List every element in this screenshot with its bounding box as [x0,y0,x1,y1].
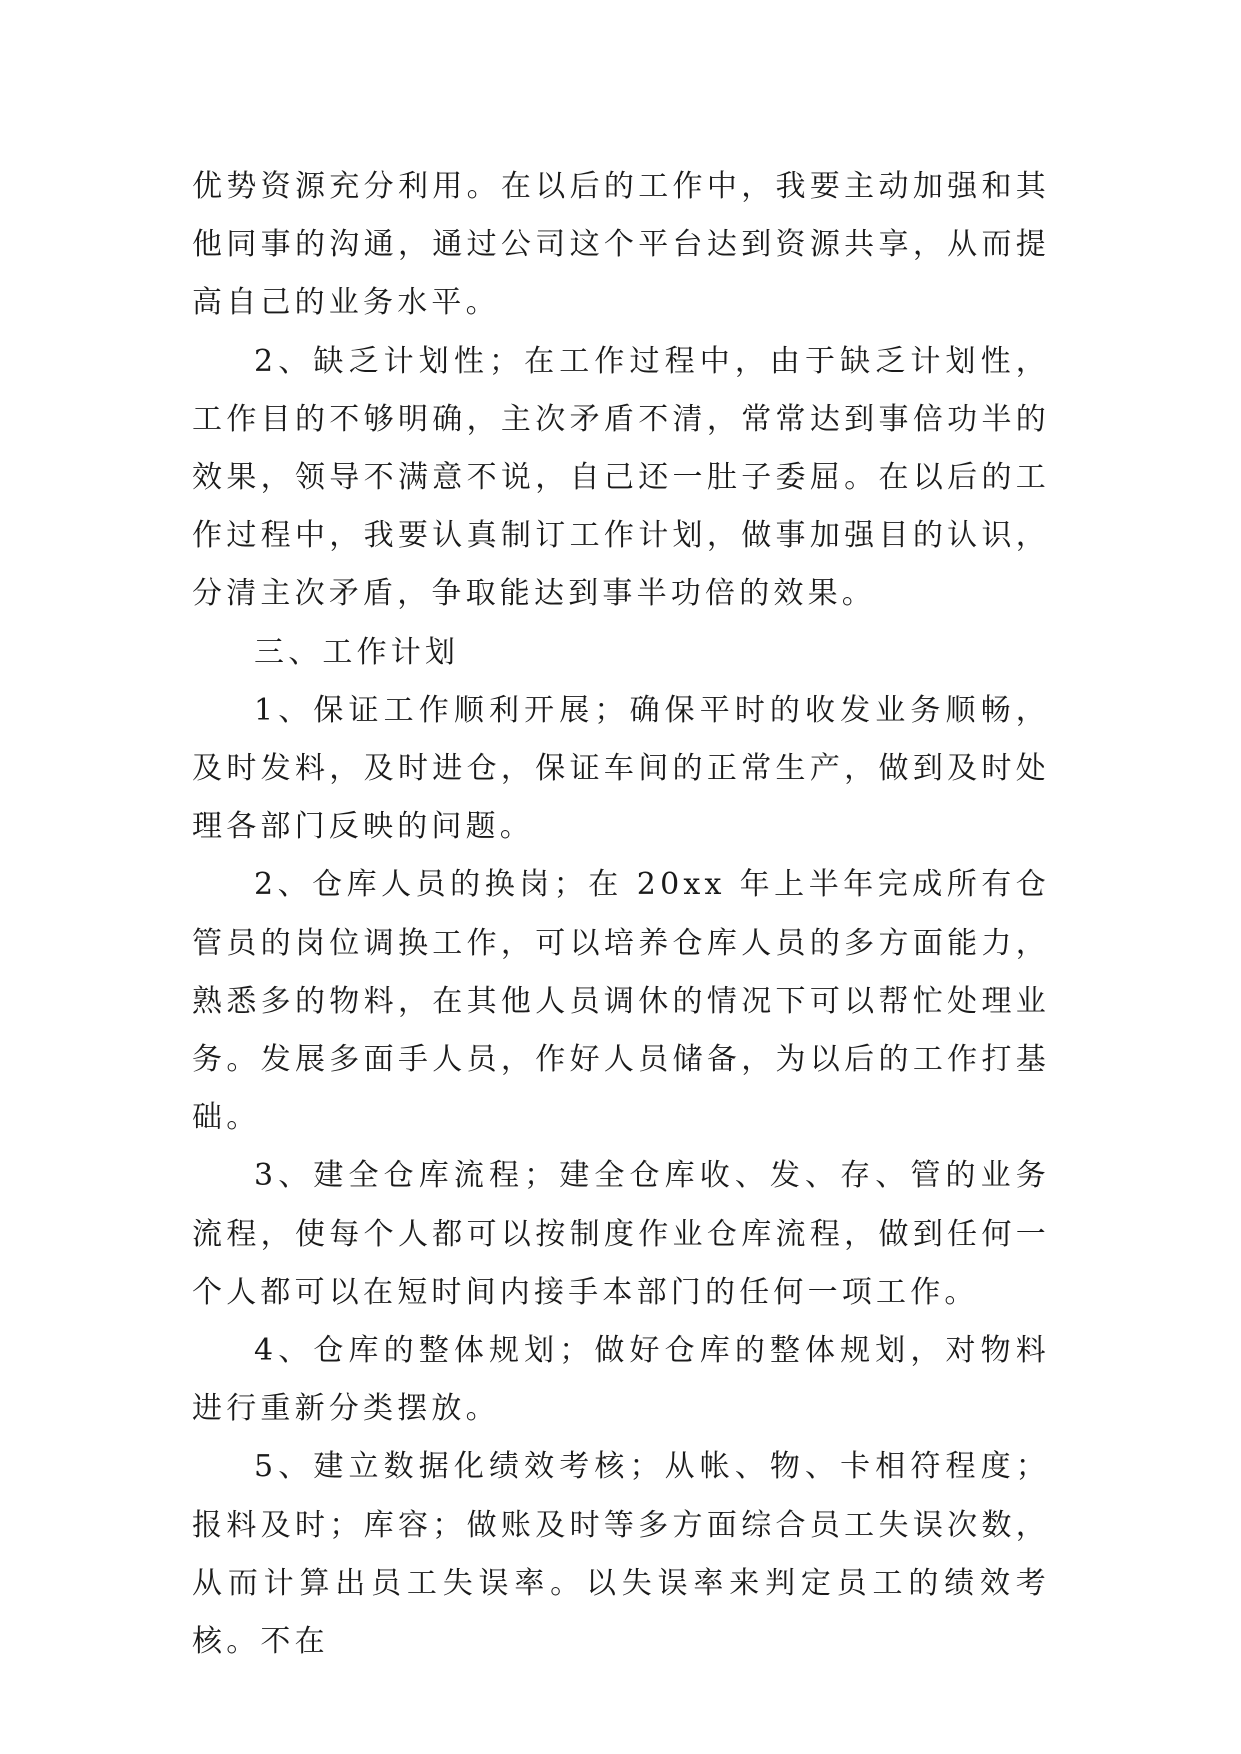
paragraph-plan-item-2: 2、仓库人员的换岗；在 20xx 年上半年完成所有仓管员的岗位调换工作，可以培养仓库人员的多方面能力，熟悉多的物料，在其他人员调休的情况下可以帮忙处理业务。发展多面手人员，作好人员储备，为以后的工作打基础。 [192,867,1050,1136]
document-body [192,158,1050,1671]
paragraph-continuation: 优势资源充分利用。在以后的工作中，我要主动加强和其他同事的沟通，通过公司这个平台达到资源共享，从而提高自己的业务水平。 [192,169,1050,321]
paragraph-lack-of-planning: 2、缺乏计划性；在工作过程中，由于缺乏计划性，工作目的不够明确，主次矛盾不清，常常达到事倍功半的效果，领导不满意不说，自己还一肚子委屈。在以后的工作过程中，我要认真制订工作计划，做事加强目的认识，分清主次矛盾，争取能达到事半功倍的效果。 [192,343,1050,612]
paragraph-plan-item-4: 4、仓库的整体规划；做好仓库的整体规划，对物料进行重新分类摆放。 [192,1333,1050,1427]
section-heading-work-plan: 三、工作计划 [254,634,460,670]
paragraph-plan-item-5: 5、建立数据化绩效考核；从帐、物、卡相符程度；报料及时；库容；做账及时等多方面综合员工失误次数，从而计算出员工失误率。以失误率来判定员工的绩效考核。不在 [192,1449,1050,1660]
paragraph-plan-item-3: 3、建全仓库流程；建全仓库收、发、存、管的业务流程，使每个人都可以按制度作业仓库流程，做到任何一个人都可以在短时间内接手本部门的任何一项工作。 [192,1158,1050,1310]
paragraph-plan-item-1: 1、保证工作顺利开展；确保平时的收发业务顺畅，及时发料，及时进仓，保证车间的正常生产，做到及时处理各部门反映的问题。 [192,692,1050,845]
